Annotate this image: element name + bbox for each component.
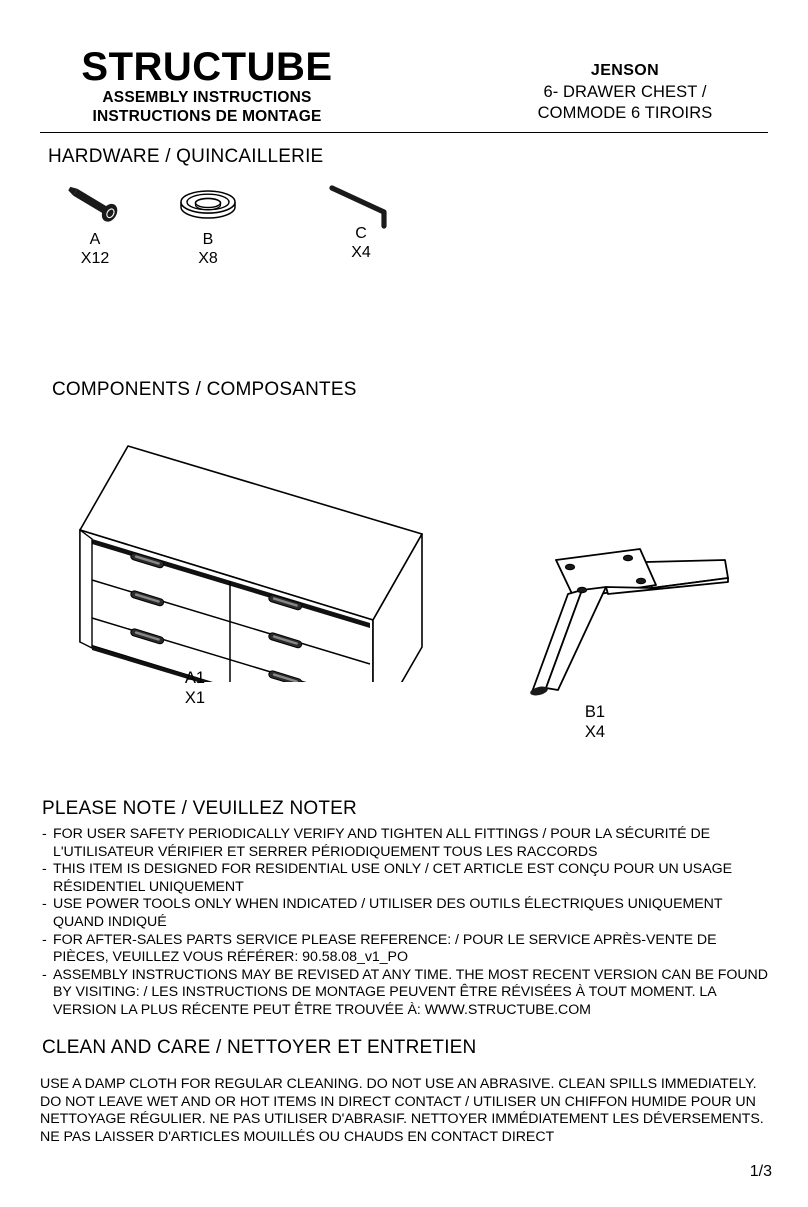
hardware-label-a: A [89, 231, 101, 248]
hardware-label-b: B [202, 231, 214, 248]
product-block [460, 60, 790, 124]
brand-logo-text: STRUCTUBE [81, 45, 333, 89]
six-drawer-chest-icon [70, 442, 430, 687]
header-divider [40, 132, 768, 133]
note-text: ASSEMBLY INSTRUCTIONS MAY BE REVISED AT ANY TIME. THE MOST RECENT VERSION CAN BE FOUND BY VISITING: / LES INSTRUCTIONS DE MONTAGE PEUVENT ÊTRE RÉVISÉES À TOUT MOMENT. LA VERSION LA PLUS RÉCENTE PEUT ÊTRE TROUVÉE À: WWW.STRUCTUBE.COM [53, 966, 768, 1018]
note-bullet: - [42, 861, 47, 878]
component-label-a1: A1 [184, 669, 206, 687]
note-item [42, 861, 772, 896]
product-description-line-1: 6- DRAWER CHEST / [543, 83, 707, 101]
note-item [42, 826, 772, 861]
brand-subtitle-en: ASSEMBLY INSTRUCTIONS [102, 89, 312, 106]
washer-icon [168, 178, 248, 230]
note-text: FOR AFTER-SALES PARTS SERVICE PLEASE REFERENCE: / POUR LE SERVICE APRÈS-VENTE DE PIÈCES, VEUILLEZ VOUS RÉFÉRER: 90.58.08_v1_PO [53, 931, 717, 966]
hardware-qty-a: X12 [80, 250, 110, 267]
hardware-item-c [318, 172, 404, 262]
hardware-item-a [50, 178, 140, 268]
document-header [0, 0, 808, 140]
note-bullet: - [42, 931, 47, 948]
hardware-qty-b: X8 [198, 250, 218, 267]
brand-block [42, 46, 372, 126]
hardware-item-b [168, 178, 248, 268]
clean-and-care-title: CLEAN AND CARE / NETTOYER ET ENTRETIEN [42, 1037, 477, 1058]
hardware-section-title: HARDWARE / QUINCAILLERIE [48, 146, 324, 167]
clean-and-care-text: USE A DAMP CLOTH FOR REGULAR CLEANING. DO NOT USE AN ABRASIVE. CLEAN SPILLS IMMEDIATELY. DO NOT LEAVE WET AND OR HOT ITEMS IN DIRECT CONTACT / UTILISER UN CHIFFON HUMIDE POUR UN NETTOYAGE RÉGULIER. NE PAS UTILISER D'ABRASIF. NETTOYER IMMÉDIATEMENT LES DÉVERSEMENTS. NE PAS LAISSER D'ARTICLES MOUILLÉS OU CHAUDS EN CONTACT DIRECT [40, 1076, 764, 1145]
note-text: USE POWER TOOLS ONLY WHEN INDICATED / UTILISER DES OUTILS ÉLECTRIQUES UNIQUEMENT QUAND INDIQUÉ [53, 896, 723, 930]
note-bullet: - [42, 896, 47, 913]
please-note-title: PLEASE NOTE / VEUILLEZ NOTER [42, 798, 357, 819]
note-bullet: - [42, 966, 47, 983]
component-label-b1: B1 [584, 703, 606, 721]
note-item [42, 932, 772, 967]
leg-bracket-icon [520, 540, 750, 725]
hardware-label-c: C [355, 225, 367, 242]
component-qty-a1: X1 [184, 689, 206, 707]
product-description-line-2: COMMODE 6 TIROIRS [537, 104, 713, 122]
components-section-title: COMPONENTS / COMPOSANTES [52, 379, 357, 400]
page-number: 1/3 [749, 1163, 772, 1180]
note-bullet: - [42, 826, 47, 842]
note-text: THIS ITEM IS DESIGNED FOR RESIDENTIAL USE ONLY / CET ARTICLE EST CONÇU POUR UN USAGE RÉSIDENTIEL UNIQUEMENT [53, 861, 733, 895]
brand-subtitle-fr: INSTRUCTIONS DE MONTAGE [92, 108, 322, 125]
product-name: JENSON [590, 62, 660, 79]
note-item [42, 967, 772, 1020]
note-item [42, 896, 772, 931]
component-qty-b1: X4 [584, 723, 606, 741]
note-text: FOR USER SAFETY PERIODICALLY VERIFY AND TIGHTEN ALL FITTINGS / POUR LA SÉCURITÉ DE L'UTILISATEUR VÉRIFIER ET SERRER PÉRIODIQUEMENT TOUS LES RACCORDS [53, 826, 711, 860]
hardware-qty-c: X4 [351, 244, 371, 261]
component-labels-b1 [545, 702, 645, 742]
component-labels-a1 [150, 668, 240, 708]
please-note-list [42, 826, 772, 1020]
allen-key-icon [318, 172, 404, 224]
bolt-icon [50, 178, 140, 230]
